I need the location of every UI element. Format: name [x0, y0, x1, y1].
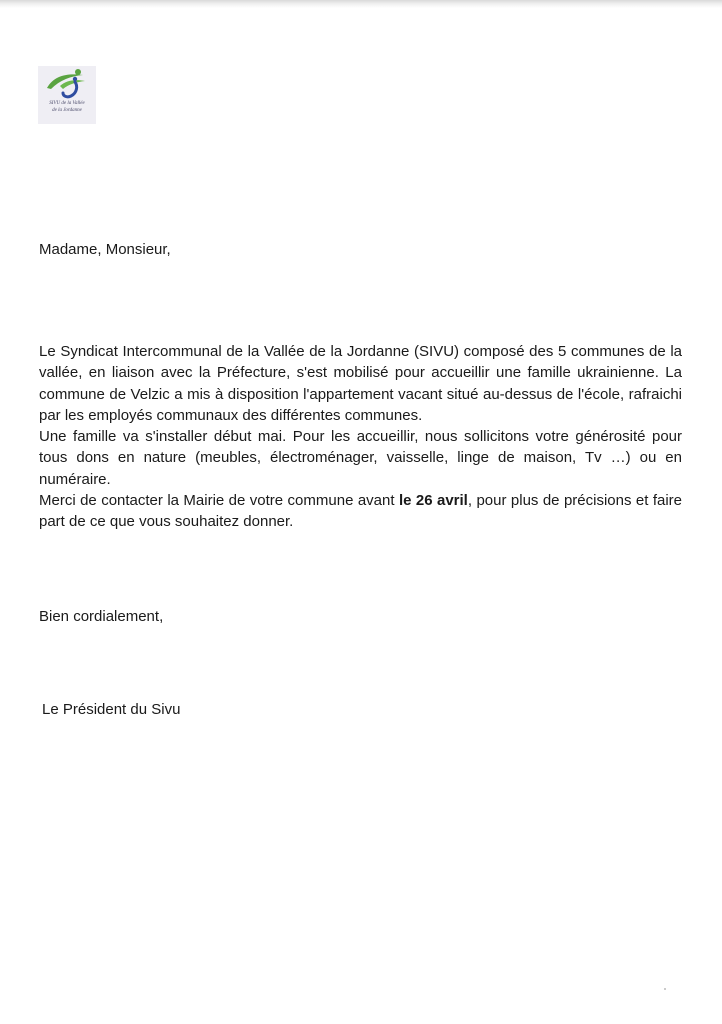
paragraph-3-end: , pour plus de précisions et faire part de ce que vous souhaitez donner. — [39, 492, 683, 531]
paragraph-3-start: Merci de contacter la Mairie de votre commune avant — [39, 492, 399, 510]
letter-paragraph-1: Le Syndicat Intercommunal de la Vallée de la Jordanne (SIVU) composé des 5 communes de la vallée, en liaison avec la Préfecture, s'est mobilisé pour accueillir une famille ukrainienne. La commune de Velzic a mis à disposition l'appartement vacant situé au-dessus de l'école, rafraichi par les employés communaux des différentes communes. — [39, 343, 682, 424]
scan-speck — [664, 988, 666, 990]
letter-closing: Bien cordialement, — [39, 608, 164, 625]
scan-edge-shadow — [0, 0, 722, 8]
sivu-logo — [38, 66, 96, 124]
logo-caption-line1: SIVU de la Vallée — [49, 101, 85, 106]
letter-paragraph-3 — [39, 490, 682, 533]
logo-caption — [38, 100, 96, 114]
letter-body — [39, 341, 682, 533]
letter-paragraph-2: Une famille va s'installer début mai. Pour les accueillir, nous sollicitons votre générosité pour tous dons en nature (meubles, électroménager, vaisselle, linge de maison, Tv …) ou en numéraire. — [39, 428, 682, 488]
deadline-date: le 26 avril — [398, 492, 468, 510]
letter-greeting: Madame, Monsieur, — [39, 241, 171, 258]
logo-caption-line2: de la Jordanne — [52, 108, 82, 113]
letter-signature: Le Président du Sivu — [42, 701, 181, 718]
